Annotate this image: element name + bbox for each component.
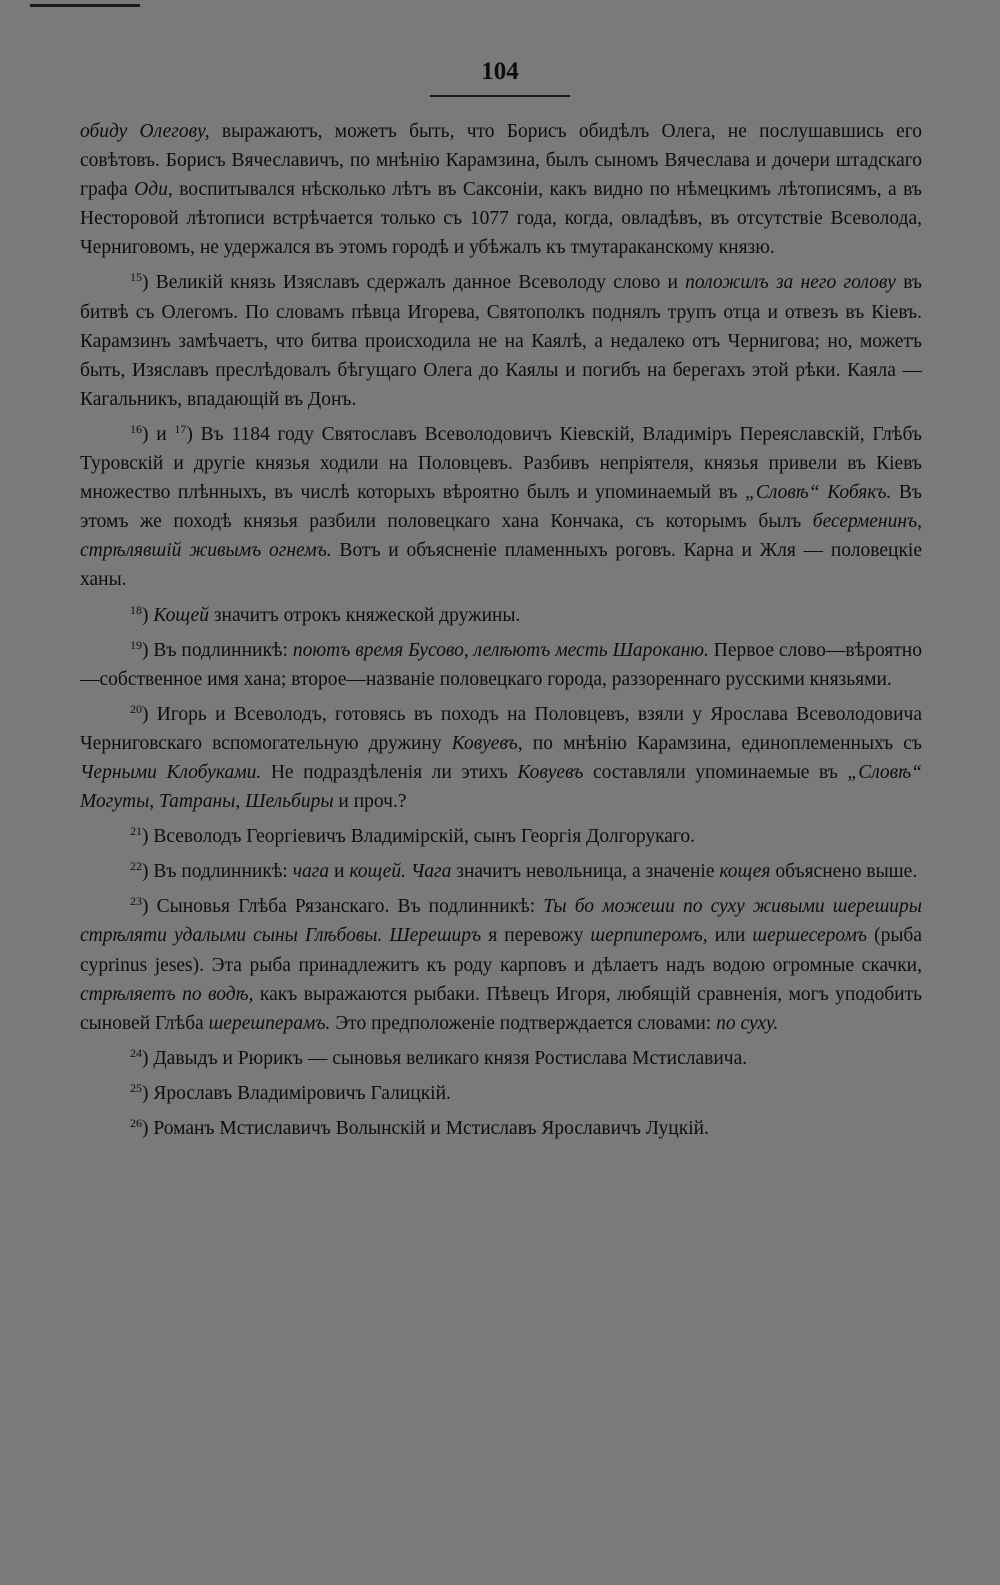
italic-text: шерпиперомъ, <box>590 925 708 947</box>
page-number: 104 <box>481 58 519 85</box>
text-run: выражаютъ, можетъ быть, что Борисъ обидѣлъ Олега, не послушавшись его совѣтовъ. Борисъ Вячеславичъ, по мнѣнію Карамзина, былъ сыномъ Вячеслава и дочери штадскаго графа <box>80 121 922 201</box>
italic-text: шерешперамъ. <box>208 1012 331 1034</box>
text-run: я перевожу <box>481 925 591 947</box>
text-run: какъ выражаются рыбаки. Пѣвецъ Игоря, любящій сравненія, могъ уподобить сыновей Глѣба <box>80 983 923 1034</box>
italic-text: кощея <box>719 861 771 883</box>
text-run: ) Въ подлинникѣ: <box>142 861 293 883</box>
footnote-fn26 <box>80 1114 922 1143</box>
text-run: объяснено выше. <box>770 861 918 883</box>
footnote-fn18 <box>80 601 922 630</box>
footnote-marker: 16 <box>130 421 142 436</box>
footnote-marker: 24 <box>130 1045 142 1060</box>
italic-text: обиду Олегову, <box>80 121 210 142</box>
italic-text: по суху. <box>716 1012 779 1034</box>
text-run: и <box>329 861 350 883</box>
text-run: и проч.? <box>333 791 407 813</box>
text-run: ) Романъ Мстиславичъ Волынскій и Мстиславъ Ярославичъ Луцкій. <box>142 1118 709 1139</box>
text-run: ) и <box>142 423 175 445</box>
text-run: ) Въ 1184 году Святославъ Всеволодовичъ Кіевскій, Владиміръ Переяславскій, Глѣбъ Туровскій и другіе князья ходили на Половцевъ. Разбивъ непріятеля, князья привели въ Кіевъ множество плѣнныхъ, въ числѣ которыхъ вѣроятно былъ и упоминаемый въ <box>80 423 922 504</box>
footnote-fn19 <box>80 636 922 694</box>
page-number-rule <box>430 95 570 97</box>
italic-text: шершесеромъ <box>752 925 868 947</box>
footnote-marker: 19 <box>130 637 142 652</box>
italic-text: бесерменинъ, стрѣлявшій живымъ огнемъ. <box>80 511 922 562</box>
footnote-marker: 25 <box>130 1080 142 1095</box>
text-run: ) Игорь и Всеволодъ, готовясь въ походъ на Половцевъ, взяли у Ярослава Всеволодовича Черниговскаго вспомогательную дружину <box>80 703 922 754</box>
text-run: по мнѣнію Карамзина, единоплеменныхъ съ <box>522 732 922 754</box>
text-run: (рыба cyprinus jeses). Эта рыба принадлежитъ къ роду карповъ и дѣлаетъ надъ водою огромные скачки, <box>80 925 923 976</box>
text-run: ) Всеволодъ Георгіевичъ Владимірскій, сынъ Георгія Долгорукаго. <box>142 826 696 848</box>
footnote-fn20 <box>80 700 922 816</box>
text-run: ) Ярославъ Владиміровичъ Галицкій. <box>142 1082 451 1104</box>
footnote-fn21 <box>80 822 922 851</box>
footnote-marker: 18 <box>130 602 142 617</box>
italic-text: чага <box>292 861 330 883</box>
footnote-marker: 26 <box>130 1116 142 1130</box>
text-run: значитъ невольница, а значеніе <box>451 861 720 883</box>
text-run: составляли упоминаемые въ <box>583 761 848 783</box>
italic-text: Черными Клобуками. <box>80 761 262 783</box>
italic-text: кощей. Чага <box>349 861 452 883</box>
footnote-fn25 <box>80 1079 922 1108</box>
footnote-fn16-17 <box>80 420 922 595</box>
footnote-marker: 17 <box>174 421 187 436</box>
page-body <box>80 117 922 1143</box>
text-run: Не подраздѣленія ли этихъ <box>261 761 518 783</box>
italic-text: Кощей <box>153 604 209 626</box>
footnote-marker: 15 <box>130 270 142 285</box>
italic-text: Ковуевъ <box>517 761 584 783</box>
italic-text: поютъ время Бусово, лелѣютъ месть Шароканю. <box>292 639 709 661</box>
footnote-fn15 <box>80 268 922 413</box>
italic-text: стрѣляетъ по водѣ, <box>80 983 254 1005</box>
footnote-marker: 23 <box>130 894 142 909</box>
italic-text: Оди, <box>134 179 173 201</box>
text-run: Въ этомъ же походѣ князья разбили половецкаго хана Кончака, съ которымъ былъ <box>80 482 922 533</box>
text-run: Первое слово—вѣроятно—собственное имя хана; второе—названіе половецкаго города, раззореннаго русскими князьями. <box>80 639 922 690</box>
footnote-fn23 <box>80 892 922 1037</box>
footnote-fn24 <box>80 1044 922 1073</box>
paragraph-continuation <box>80 117 922 262</box>
text-run: ) Давыдъ и Рюрикъ — сыновья великаго князя Ростислава Мстиславича. <box>142 1047 748 1069</box>
footnote-fn22 <box>80 857 922 886</box>
text-run: Вотъ и объясненіе пламенныхъ роговъ. Карна и Жля — половецкіе ханы. <box>80 540 922 591</box>
text-run: ) Сыновья Глѣба Рязанскаго. Въ подлинникѣ: <box>142 896 544 918</box>
text-run: воспитывался нѣсколько лѣтъ въ Саксоніи, какъ видно по нѣмецкимъ лѣтописямъ, а въ Несторовой лѣтописи встрѣчается только съ 1077 года, когда, овладѣвъ, въ отсутствіе Всеволода, Черниговомъ, не удержался въ этомъ городѣ и убѣжалъ къ тмутараканскому князю. <box>80 179 922 259</box>
text-run: Это предположеніе подтверждается словами: <box>330 1012 717 1034</box>
footnote-marker: 20 <box>130 701 142 716</box>
italic-text: „Словѣ“ Могуты, Татраны, Шельбиры <box>80 761 923 813</box>
italic-text: положилъ за него голову <box>685 272 896 294</box>
italic-text: Ты бо можеши по суху живыми шереширы стрѣляти удалыми сыны Глѣбовы. Шереширъ <box>80 896 922 947</box>
footnote-marker: 22 <box>130 859 142 874</box>
italic-text: Ковуевъ, <box>451 732 523 754</box>
text-run: ) Въ подлинникѣ: <box>142 639 293 661</box>
text-run: въ битвѣ съ Олегомъ. По словамъ пѣвца Игорева, Святополкъ поднялъ трупъ отца и отвезъ въ Кіевъ. Карамзинъ замѣчаетъ, что битва происходила не на Каялѣ, а недалеко отъ Чернигова; но, можетъ быть, Изяславъ преслѣдовалъ бѣгущаго Олега до Каялы и погибъ на берегахъ этой рѣки. Каяла — Кагальникъ, впадающій въ Донъ. <box>80 272 922 410</box>
text-run: ) <box>142 604 154 626</box>
text-run: ) Великій князь Изяславъ сдержалъ данное Всеволоду слово и <box>142 272 686 294</box>
top-rule <box>30 4 140 7</box>
footnote-marker: 21 <box>130 824 142 839</box>
text-run: или <box>707 925 753 947</box>
italic-text: „Словѣ“ Кобякъ. <box>744 482 892 504</box>
text-run: значитъ отрокъ княжеской дружины. <box>208 604 521 626</box>
